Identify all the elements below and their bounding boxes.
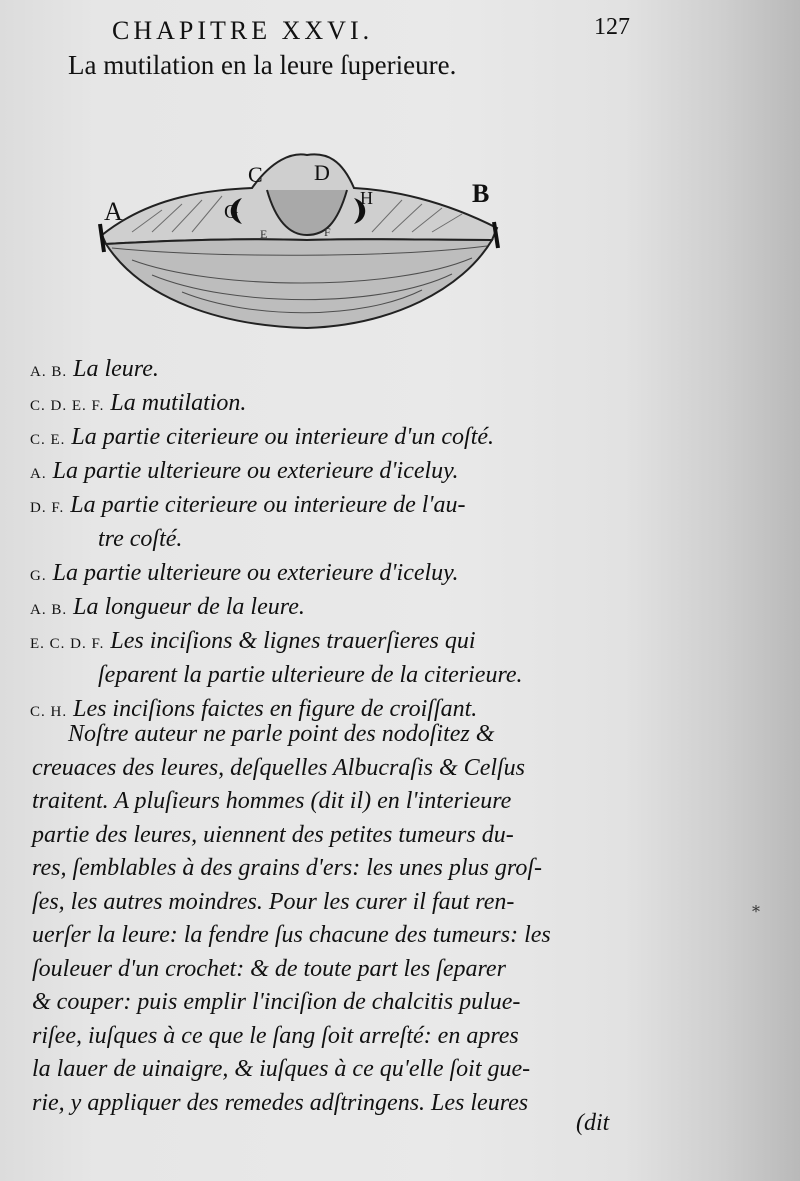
legend-row: D. F. La partie citerieure ou interieure de l'au- [30,492,466,518]
catchword: (dit [576,1110,610,1136]
lip-illustration [92,140,522,340]
text-line: la lauer de uinaigre, & iuſques à ce qu'elle ſoit gue- [32,1056,531,1082]
text-line: partie des leures, uiennent des petites tumeurs du- [32,821,514,848]
text-line: ſouleuer d'un crochet: & de toute part les ſeparer [32,955,506,982]
text-line: uerſer la leure: la fendre ſus chacune des tumeurs: les [32,922,551,948]
figure-label-c: C [248,162,263,187]
figure-label-e: E [260,227,268,241]
text-line: traitent. A pluſieurs hommes (dit il) en l'interieure [32,788,512,814]
text-line: res, ſemblables à des grains d'ers: les unes plus groſ- [32,855,542,881]
figure-label-h: H [360,188,373,208]
text-line: & couper: puis emplir l'inciſion de chalcitis pulue- [32,989,521,1015]
legend-row: E. C. D. F. Les inciſions & lignes trauerſieres qui [30,628,476,654]
figure-label-b: B [472,179,490,208]
running-header [0,12,800,48]
legend-row: A. La partie ulterieure ou exterieure d'iceluy. [30,458,459,484]
figure-label-a: A [104,197,123,226]
figure-label-d: D [314,160,330,185]
text-line: riſee, iuſques à ce que le ſang ſoit arreſté: en apres [32,1022,519,1049]
legend-row: ſeparent la partie ulterieure de la citerieure. [98,662,523,688]
legend-row: C. H. Les inciſions faictes en figure de croiſſant. [30,696,478,722]
figure-legend [30,352,610,726]
legend-row: tre coſté. [98,526,183,552]
text-line: ſes, les autres moindres. Pour les curer il faut ren- [32,888,515,915]
legend-row: G. La partie ulterieure ou exterieure d'iceluy. [30,560,459,586]
legend-row: A. B. La longueur de la leure. [30,594,305,620]
page-title: La mutilation en la leure ſuperieure. [68,50,457,80]
body-text [32,718,622,1120]
figure-label-g: G [224,201,239,223]
legend-row: C. D. E. F. La mutilation. [30,390,247,416]
margin-asterisk: * [752,902,760,921]
text-line: Noſtre auteur ne parle point des nodoſitez & [68,721,495,747]
legend-row: A. B. La leure. [30,356,159,382]
text-line: rie, y appliquer des remedes adſtringens. Les leures [32,1089,529,1116]
text-line: creuaces des leures, deſquelles Albucraſis & Celſus [32,754,526,781]
chapter-heading: CHAPITRE XXVI. [112,16,374,45]
page-number: 127 [594,14,630,40]
figure-label-f: F [324,225,331,239]
legend-row: C. E. La partie citerieure ou interieure d'un coſté. [30,424,495,450]
